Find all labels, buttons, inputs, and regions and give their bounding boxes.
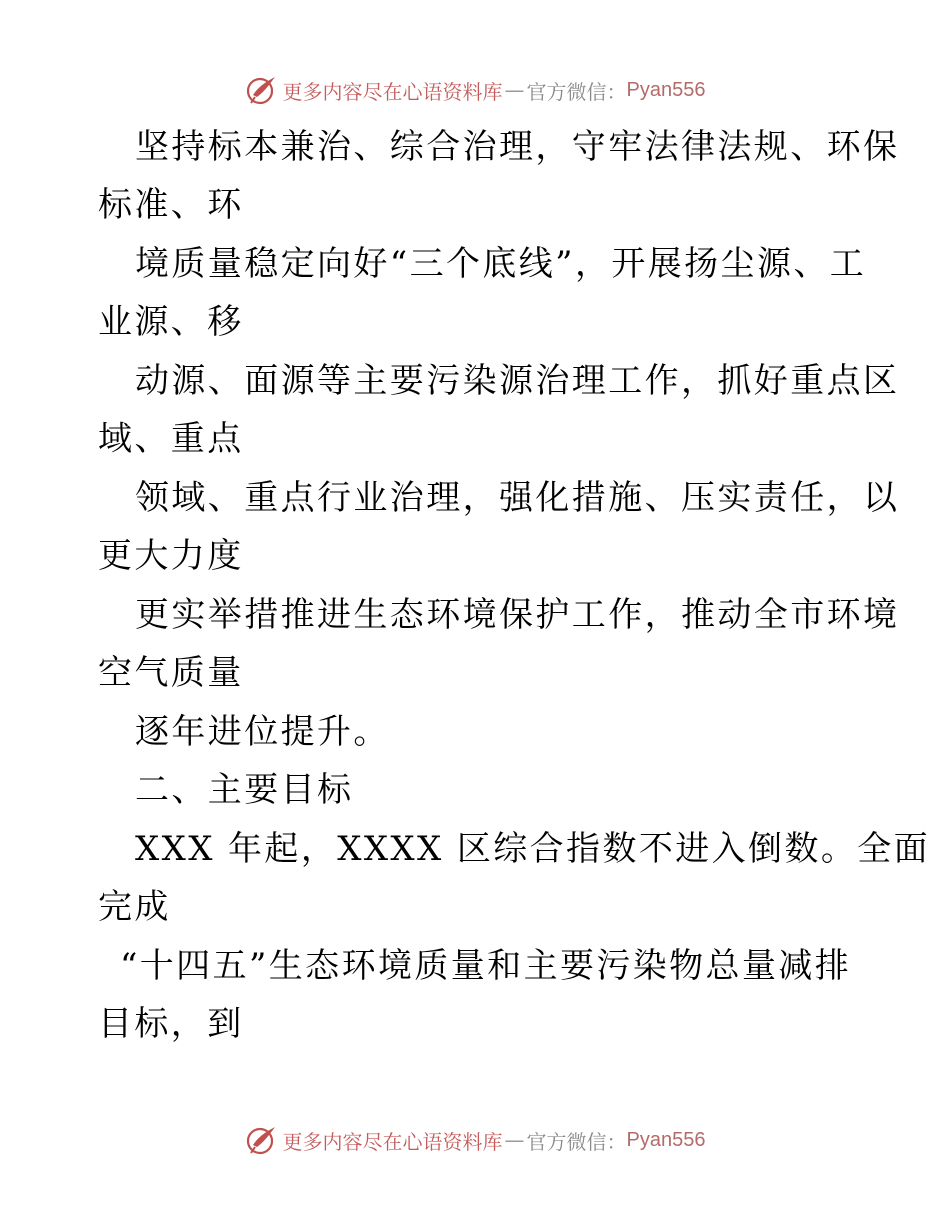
paragraph-line: 境质量稳定向好“三个底线”，开展扬尘源、工 (135, 244, 867, 284)
paragraph-line: 空气质量 (98, 653, 244, 693)
paragraph-line: 坚持标本兼治、综合治理，守牢法律法规、环保 (135, 127, 900, 167)
paragraph-line: 更实举措推进生态环境保护工作，推动全市环境 (135, 595, 900, 635)
paragraph-line: 域、重点 (98, 419, 244, 459)
paragraph-line: 动源、面源等主要污染源治理工作，抓好重点区 (135, 361, 900, 401)
paragraph-line: XXX 年起，XXXX 区综合指数不进入倒数。全面 (135, 829, 931, 869)
section-heading: 二、主要目标 (135, 770, 354, 810)
header-separator: — (504, 78, 525, 102)
header-wechat-label: 官方微信： (526, 79, 627, 104)
paragraph-line: 目标，到 (98, 1004, 244, 1044)
paragraph-line: “十四五”生态环境质量和主要污染物总量减排 (120, 946, 852, 986)
footer-wechat-label: 官方微信： (526, 1129, 627, 1154)
header-promo-text: 更多内容尽在心语资料库 (282, 79, 503, 104)
footer-wechat-id: Pyan556 (626, 1128, 706, 1151)
paragraph-line: 逐年进位提升。 (135, 712, 390, 752)
paragraph-line: 完成 (98, 887, 171, 927)
footer-promo-text: 更多内容尽在心语资料库 (282, 1129, 503, 1154)
footer-banner (0, 1120, 950, 1160)
paragraph-line: 更大力度 (98, 536, 244, 576)
paragraph-line: 领域、重点行业治理，强化措施、压实责任，以 (135, 478, 900, 518)
paragraph-line: 标准、环 (98, 185, 244, 225)
paragraph-line: 业源、移 (98, 302, 244, 342)
header-wechat-id: Pyan556 (626, 78, 706, 101)
quill-pen-logo-icon (245, 1123, 279, 1157)
header-banner (0, 70, 950, 110)
footer-separator: — (504, 1128, 525, 1152)
quill-pen-logo-icon (245, 73, 279, 107)
